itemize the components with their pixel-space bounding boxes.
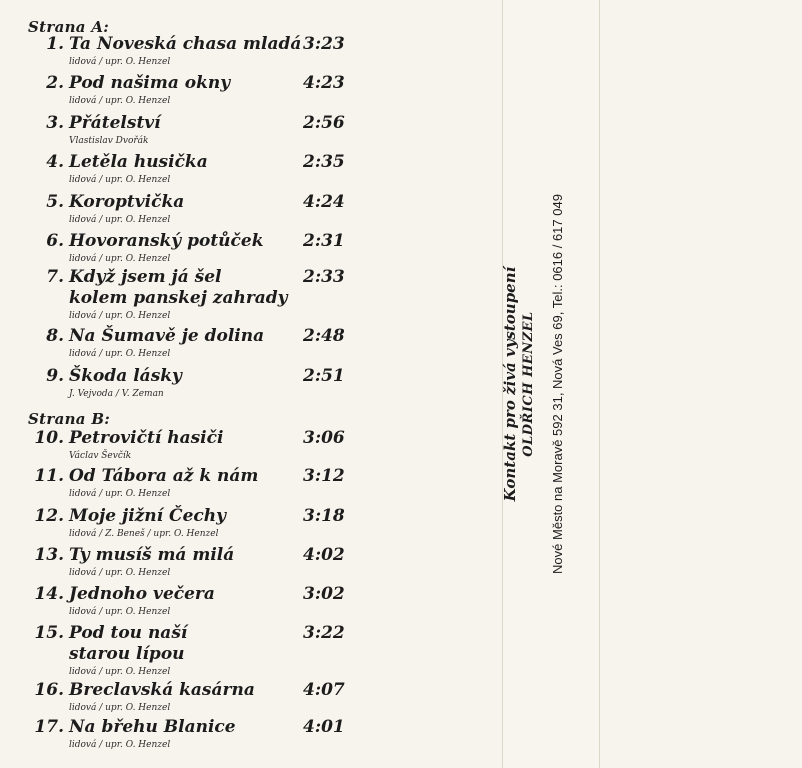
track-credit: lidová / upr. O. Henzel [69, 740, 171, 750]
track-number: 5. [46, 192, 64, 212]
track-duration: 4:24 [303, 192, 345, 212]
track-number: 14. [34, 584, 64, 604]
track-title-line: Pod našima okny [69, 73, 231, 93]
track-credit: lidová / upr. O. Henzel [69, 568, 171, 578]
track-title [69, 506, 299, 527]
track-credit: lidová / upr. O. Henzel [69, 96, 171, 106]
track-number: 12. [34, 506, 64, 526]
track-title-line: kolem panskej zahrady [69, 288, 288, 308]
track-title [69, 623, 299, 665]
track-credit: lidová / upr. O. Henzel [69, 489, 171, 499]
track-number: 1. [46, 34, 64, 54]
track-title [69, 152, 299, 173]
track-number: 16. [34, 680, 64, 700]
track-title [69, 584, 299, 605]
track-title-line: Breclavská kasárna [69, 680, 255, 700]
track-credit: Václav Ševčík [69, 451, 132, 461]
track-number: 10. [34, 428, 64, 448]
track-title [69, 366, 299, 387]
track-title-line: Ty musíš má milá [69, 545, 235, 565]
track-duration: 4:07 [303, 680, 345, 700]
track-credit: lidová / upr. O. Henzel [69, 311, 171, 321]
track-duration: 2:48 [303, 326, 345, 346]
track-duration: 3:23 [303, 34, 345, 54]
back-panel [600, 0, 802, 768]
track-title [69, 466, 299, 487]
track-title-line: Letěla husička [69, 152, 208, 172]
track-number: 6. [46, 231, 64, 251]
track-number: 2. [46, 73, 64, 93]
track-title [69, 680, 299, 701]
track-title-line: Od Tábora až k nám [69, 466, 259, 486]
track-number: 13. [34, 545, 64, 565]
track-duration: 4:02 [303, 545, 345, 565]
track-credit: lidová / upr. O. Henzel [69, 607, 171, 617]
track-title [69, 192, 299, 213]
track-number: 11. [34, 466, 64, 486]
track-title [69, 428, 299, 449]
contact-name: OLDŘICH HENZEL [521, 311, 536, 457]
track-number: 8. [46, 326, 64, 346]
track-duration: 2:56 [303, 113, 345, 133]
track-duration: 2:35 [303, 152, 345, 172]
track-number: 4. [46, 152, 64, 172]
track-duration: 3:02 [303, 584, 345, 604]
track-number: 7. [46, 267, 64, 287]
track-duration: 3:12 [303, 466, 345, 486]
track-title [69, 34, 302, 55]
track-duration: 3:18 [303, 506, 345, 526]
contact-block [500, 134, 600, 634]
track-number: 3. [46, 113, 64, 133]
track-title-line: Petrovičtí hasiči [69, 428, 224, 448]
track-title-line: Moje jižní Čechy [69, 506, 226, 526]
track-duration: 2:51 [303, 366, 345, 386]
track-duration: 3:06 [303, 428, 345, 448]
track-title [69, 717, 299, 738]
track-title-line: Přátelství [69, 113, 161, 133]
track-title [69, 113, 299, 134]
track-credit: lidová / Z. Beneš / upr. O. Henzel [69, 529, 219, 539]
track-title-line: Na Šumavě je dolina [69, 326, 265, 346]
track-title [69, 73, 299, 94]
track-title [69, 231, 299, 252]
side-b-heading: Strana B: [28, 410, 111, 428]
track-credit: lidová / upr. O. Henzel [69, 175, 171, 185]
side-a-heading: Strana A: [28, 18, 110, 36]
track-credit: lidová / upr. O. Henzel [69, 667, 171, 677]
track-title-line: Jednoho večera [69, 584, 215, 604]
track-title [69, 545, 299, 566]
track-number: 15. [34, 623, 64, 643]
track-number: 9. [46, 366, 64, 386]
track-duration: 3:22 [303, 623, 345, 643]
contact-address: Nové Město na Moravě 592 31, Nová Ves 69, Tel.: 0616 / 617 049 [550, 194, 565, 574]
track-duration: 4:23 [303, 73, 345, 93]
track-title [69, 267, 299, 309]
track-title-line: Pod tou naší [69, 623, 188, 643]
track-title-line: starou lípou [69, 644, 185, 664]
track-duration: 2:31 [303, 231, 345, 251]
track-title [69, 326, 299, 347]
contact-heading: Kontakt pro živá vystoupení [501, 266, 519, 502]
track-title-line: Koroptvička [69, 192, 185, 212]
track-credit: lidová / upr. O. Henzel [69, 703, 171, 713]
track-title-line: Když jsem já šel [69, 267, 222, 287]
track-title-line: Škoda lásky [69, 366, 182, 386]
track-title-line: Na břehu Blanice [69, 717, 236, 737]
track-credit: lidová / upr. O. Henzel [69, 57, 171, 67]
track-duration: 4:01 [303, 717, 345, 737]
track-credit: lidová / upr. O. Henzel [69, 254, 171, 264]
track-credit: J. Vejvoda / V. Zeman [69, 389, 164, 399]
track-credit: lidová / upr. O. Henzel [69, 349, 171, 359]
track-credit: lidová / upr. O. Henzel [69, 215, 171, 225]
track-duration: 2:33 [303, 267, 345, 287]
track-number: 17. [34, 717, 64, 737]
track-credit: Vlastislav Dvořák [69, 136, 149, 146]
track-title-line: Ta Noveská chasa mladá [69, 34, 302, 54]
track-title-line: Hovoranský potůček [69, 231, 264, 251]
